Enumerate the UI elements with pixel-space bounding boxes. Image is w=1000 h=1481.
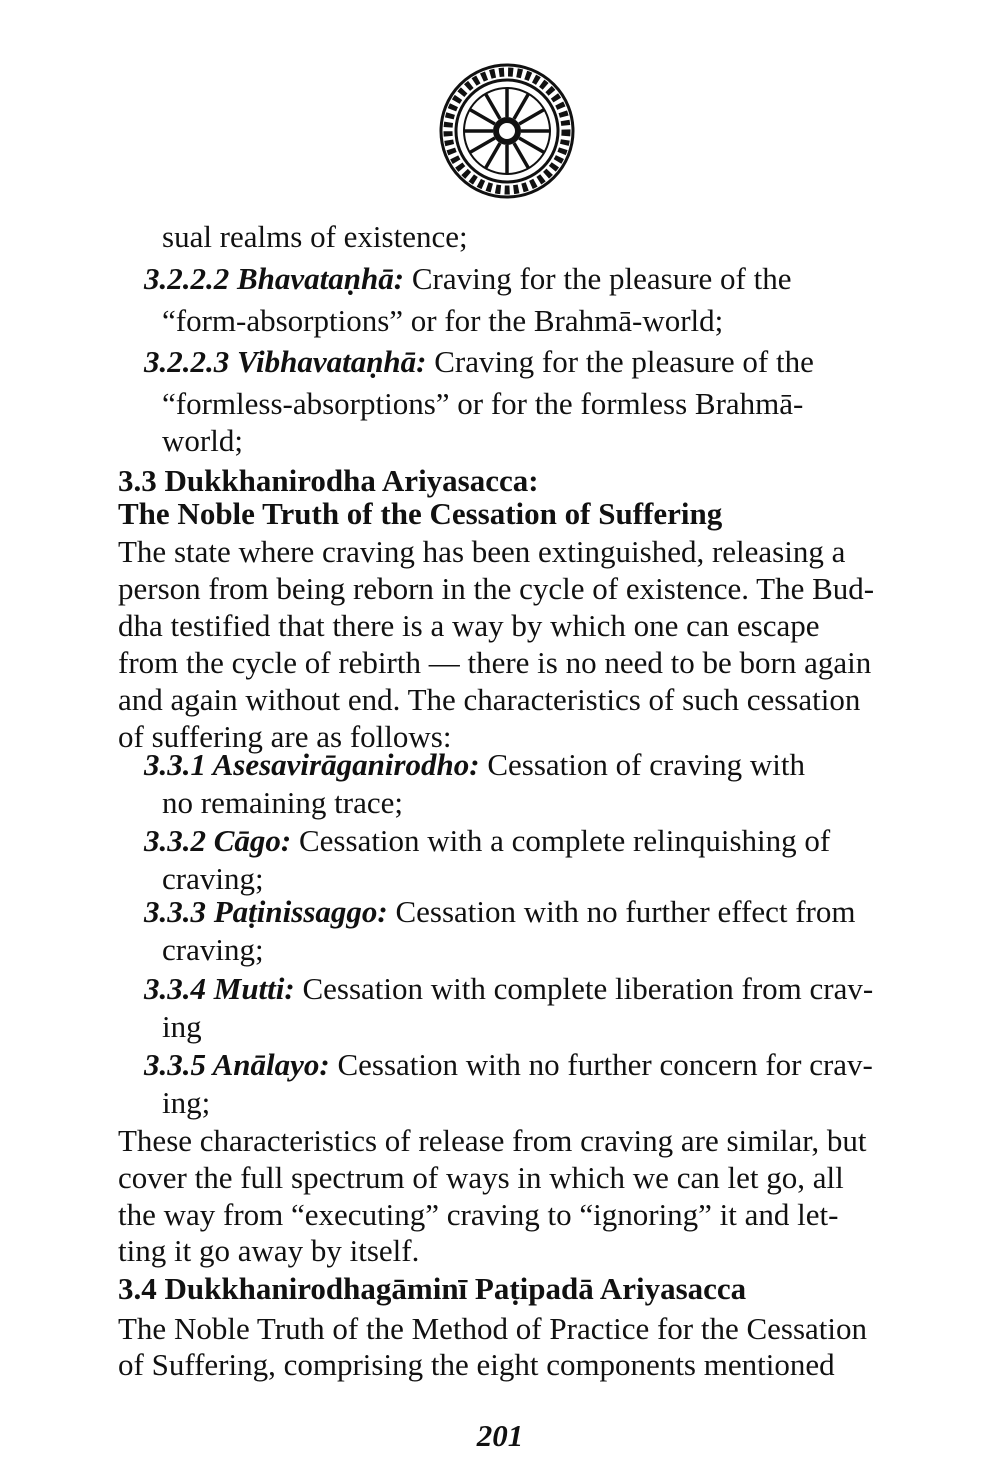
term-lead: 3.3.1 Asesavirāganirodho: bbox=[144, 747, 480, 782]
line-text: Cessation of craving with bbox=[479, 747, 806, 782]
term-lead: 3.2.2.2 Bhavataṇhā: bbox=[144, 261, 405, 296]
line-text: the way from “executing” craving to “ignoring” it and let- bbox=[118, 1197, 839, 1232]
line-text: no remaining trace; bbox=[162, 785, 404, 820]
text-line bbox=[118, 1232, 419, 1270]
text-line bbox=[162, 784, 403, 822]
line-text: 3.4 Dukkhanirodhagāminī Paṭipadā Ariyasacca bbox=[118, 1271, 747, 1306]
line-text: Cessation with no further effect from bbox=[387, 894, 856, 929]
line-text: ing bbox=[162, 1009, 202, 1044]
text-line bbox=[118, 1310, 867, 1348]
line-text: “form-absorptions” or for the Brahmā-world; bbox=[162, 303, 724, 338]
text-line bbox=[118, 607, 820, 645]
text-line bbox=[118, 495, 722, 533]
text-line bbox=[144, 746, 805, 784]
line-text: from the cycle of rebirth — there is no need to be born again bbox=[118, 645, 872, 680]
text-line bbox=[118, 1159, 844, 1197]
text-line bbox=[162, 1084, 210, 1122]
text-line bbox=[118, 644, 871, 682]
text-line bbox=[118, 533, 845, 571]
line-text: The Noble Truth of the Method of Practice for the Cessation bbox=[118, 1311, 868, 1346]
term-lead: 3.3.5 Anālayo: bbox=[144, 1047, 330, 1082]
line-text: 3.3 Dukkhanirodha Ariyasacca: bbox=[118, 463, 539, 498]
line-text: dha testified that there is a way by which one can escape bbox=[118, 608, 820, 643]
dharma-wheel-icon bbox=[438, 62, 576, 200]
text-line bbox=[144, 822, 830, 860]
text-line bbox=[162, 385, 803, 423]
line-text: The state where craving has been extinguished, releasing a bbox=[118, 534, 846, 569]
text-line bbox=[144, 260, 791, 298]
line-text: Craving for the pleasure of the bbox=[426, 344, 814, 379]
line-text: and again without end. The characteristics of such cessation bbox=[118, 682, 861, 717]
term-lead: 3.3.2 Cāgo: bbox=[144, 823, 292, 858]
text-line bbox=[144, 893, 855, 931]
text-line bbox=[118, 1270, 746, 1308]
line-text: person from being reborn in the cycle of existence. The Bud- bbox=[118, 571, 875, 606]
line-text: cover the full spectrum of ways in which we can let go, all bbox=[118, 1160, 844, 1195]
text-line bbox=[118, 681, 860, 719]
text-line bbox=[144, 343, 814, 381]
text-line bbox=[162, 218, 468, 256]
line-text: “formless-absorptions” or for the formless Brahmā- bbox=[162, 386, 804, 421]
text-line bbox=[162, 422, 243, 460]
page-number: 201 bbox=[476, 1418, 524, 1453]
text-line bbox=[118, 570, 874, 608]
text-line bbox=[118, 1122, 866, 1160]
line-text: Cessation with complete liberation from crav- bbox=[294, 971, 874, 1006]
line-text: world; bbox=[162, 423, 243, 458]
text-line bbox=[144, 1046, 873, 1084]
line-text: sual realms of existence; bbox=[162, 219, 468, 254]
line-text: Cessation with no further concern for crav- bbox=[329, 1047, 873, 1082]
term-lead: 3.2.2.3 Vibhavataṇhā: bbox=[144, 344, 427, 379]
text-line bbox=[118, 1346, 835, 1384]
line-text: craving; bbox=[162, 932, 264, 967]
line-text: Cessation with a complete relinquishing of bbox=[291, 823, 831, 858]
line-text: ting it go away by itself. bbox=[118, 1233, 420, 1268]
line-text: ing; bbox=[162, 1085, 211, 1120]
line-text: Craving for the pleasure of the bbox=[404, 261, 792, 296]
line-text: craving; bbox=[162, 861, 264, 896]
line-text: The Noble Truth of the Cessation of Suffering bbox=[118, 496, 723, 531]
line-text: of Suffering, comprising the eight components mentioned bbox=[118, 1347, 835, 1382]
line-text: of suffering are as follows: bbox=[118, 719, 452, 754]
text-line bbox=[118, 1196, 838, 1234]
line-text: These characteristics of release from craving are similar, but bbox=[118, 1123, 867, 1158]
term-lead: 3.3.4 Mutti: bbox=[144, 971, 295, 1006]
text-line bbox=[162, 302, 723, 340]
text-line bbox=[162, 1008, 202, 1046]
text-line bbox=[144, 970, 873, 1008]
text-line bbox=[162, 931, 264, 969]
term-lead: 3.3.3 Paṭinissaggo: bbox=[144, 894, 388, 929]
